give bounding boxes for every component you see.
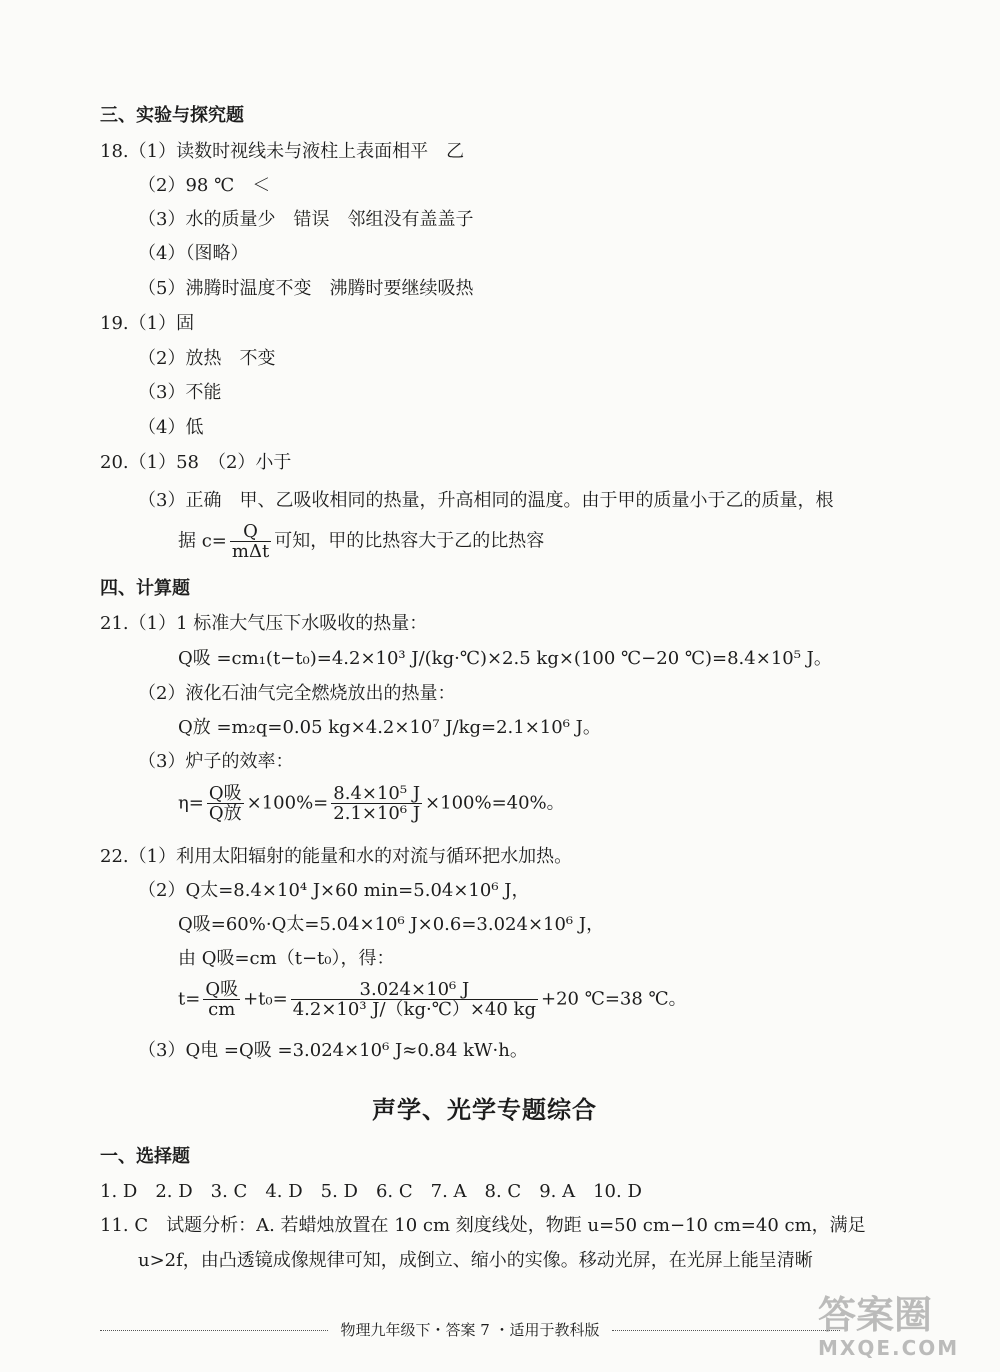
section3-heading: 三、实验与探究题 — [100, 105, 244, 126]
watermark-chinese: 答案圈 — [818, 1293, 933, 1337]
q21-line1: 21.（1）1 标准大气压下水吸收的热量： — [100, 613, 428, 634]
q19-line4: （4）低 — [138, 417, 204, 438]
section4-heading: 四、计算题 — [100, 578, 190, 599]
q22-temperature-formula: t= $\frac{\text{Q吸}}{cm}$ +t₀= $\frac{\text{3.024×10⁶ J}}{\text{4.2×10³ J/（kg·℃）×40 kg}}$ +20 ℃=38 ℃。 — [178, 979, 687, 1020]
q11-line2: u>2f，由凸透镜成像规律可知，成倒立、缩小的实像。移动光屏，在光屏上能呈清晰 — [138, 1250, 813, 1271]
q20-line3: 据 c= $\frac{Q}{\text{mΔt}}$ 可知，甲的比热容大于乙的比热容 — [178, 521, 545, 562]
section1-heading: 一、选择题 — [100, 1146, 190, 1167]
q21-efficiency-formula: η= $\frac{\text{Q吸}}{\text{Q放}}$ ×100%= $\frac{\text{8.4×10⁵ J}}{\text{2.1×10⁶ J}}$ ×100%=40%。 — [178, 783, 565, 824]
q19-line2: （2）放热 不变 — [138, 348, 276, 369]
q19-line3: （3）不能 — [138, 382, 222, 403]
q21-line5: （3）炉子的效率： — [138, 751, 294, 772]
q18-line3: （3）水的质量少 错误 邻组没有盖盖子 — [138, 209, 474, 230]
q22-line4: 由 Q吸=cm（t−t₀），得： — [178, 948, 395, 969]
efficiency-fraction-1: $\frac{\text{Q吸}}{\text{Q放}}$ — [208, 783, 242, 824]
q20-line1: 20.（1）58 （2）小于 — [100, 452, 292, 473]
q18-line4: （4）（图略） — [138, 243, 249, 264]
topic-title: 声学、光学专题综合 — [372, 1096, 597, 1124]
temperature-fraction-1: $\frac{\text{Q吸}}{cm}$ — [205, 979, 239, 1020]
q20-line2: （3）正确 甲、乙吸收相同的热量，升高相同的温度。由于甲的质量小于乙的质量，根 — [138, 490, 834, 511]
footer-dots-left — [100, 1330, 328, 1331]
watermark-logo — [818, 1294, 978, 1368]
q21-line2: Q吸 =cm₁(t−t₀)=4.2×10³ J/(kg·℃)×2.5 kg×(100 ℃−20 ℃)=8.4×10⁵ J。 — [178, 648, 832, 669]
watermark-url: MXQE.COM — [818, 1336, 960, 1360]
footer-dots-right — [612, 1330, 840, 1331]
q18-line1: 18.（1）读数时视线未与液柱上表面相平 乙 — [100, 141, 465, 162]
temperature-fraction-2: $\frac{\text{3.024×10⁶ J}}{\text{4.2×10³ J/（kg·℃）×40 kg}}$ — [292, 979, 536, 1020]
q21-line4: Q放 =m₂q=0.05 kg×4.2×10⁷ J/kg=2.1×10⁶ J。 — [178, 717, 601, 738]
specific-heat-fraction: $\frac{Q}{\text{mΔt}}$ — [231, 521, 270, 562]
q11-line1: 11. C 试题分析：A. 若蜡烛放置在 10 cm 刻度线处，物距 u=50 cm−10 cm=40 cm，满足 — [100, 1215, 866, 1236]
q22-line3: Q吸=60%·Q太=5.04×10⁶ J×0.6=3.024×10⁶ J， — [178, 914, 605, 935]
efficiency-fraction-2: $\frac{\text{8.4×10⁵ J}}{\text{2.1×10⁶ J}}$ — [333, 783, 421, 824]
page-footer — [100, 1320, 840, 1340]
q21-line3: （2）液化石油气完全燃烧放出的热量： — [138, 683, 456, 704]
q18-line2: （2）98 ℃ ＜ — [138, 175, 271, 196]
q19-line1: 19.（1）固 — [100, 313, 195, 334]
q22-line2: （2）Q太=8.4×10⁴ J×60 min=5.04×10⁶ J， — [138, 880, 530, 901]
q22-line6: （3）Q电 =Q吸 =3.024×10⁶ J≈0.84 kW·h。 — [138, 1040, 528, 1061]
q18-line5: （5）沸腾时温度不变 沸腾时要继续吸热 — [138, 278, 474, 299]
choices-answers: 1. D 2. D 3. C 4. D 5. D 6. C 7. A 8. C 9. A 10. D — [100, 1181, 642, 1202]
footer-text: 物理九年级下・答案 7 ・适用于教科版 — [340, 1321, 600, 1339]
q22-line1: 22.（1）利用太阳辐射的能量和水的对流与循环把水加热。 — [100, 846, 573, 867]
